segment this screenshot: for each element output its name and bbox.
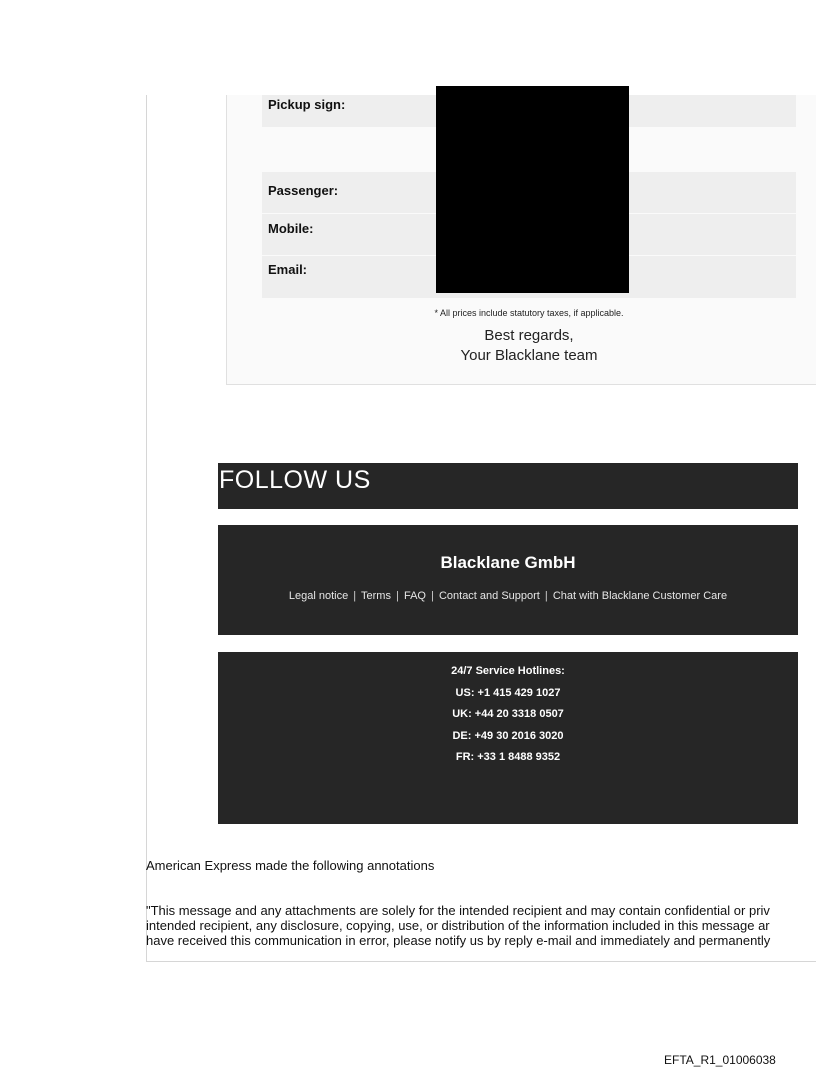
link-separator: | — [353, 590, 357, 602]
hotline-fr: FR: +33 1 8488 9352 — [455, 751, 561, 763]
company-name: Blacklane GmbH — [440, 553, 576, 572]
company-info-box — [218, 525, 798, 635]
mobile-label: Mobile: — [268, 221, 314, 236]
pickup-sign-label: Pickup sign: — [268, 97, 346, 112]
hotline-list — [218, 661, 798, 769]
footer-links — [218, 590, 798, 602]
hotline-us: US: +1 415 429 1027 — [455, 686, 561, 699]
service-hotlines-box — [218, 652, 798, 824]
chat-customer-care-link[interactable]: Chat with Blacklane Customer Care — [552, 590, 728, 602]
link-separator: | — [396, 590, 399, 602]
faq-link[interactable]: FAQ — [403, 590, 426, 602]
follow-us-title: FOLLOW US — [219, 466, 371, 494]
hotline-de: DE: +49 30 2016 3020 — [452, 729, 564, 742]
legal-notice-link[interactable]: Legal notice — [288, 590, 349, 602]
follow-us-bar — [218, 463, 798, 509]
disclaimer-line: have received this communication in error, please notify us by reply e-mail and immediately and permanently — [146, 933, 771, 948]
team-line: Your Blacklane team — [460, 347, 598, 364]
amex-annotation-note: American Express made the following annotations — [146, 858, 435, 873]
disclaimer-line: "This message and any attachments are solely for the intended recipient and may contain confidential or priv — [146, 903, 770, 918]
signoff — [262, 326, 796, 366]
document-id: EFTA_R1_01006038 — [664, 1053, 776, 1067]
contact-support-link[interactable]: Contact and Support — [438, 590, 540, 602]
link-separator: | — [431, 590, 434, 602]
hotline-uk: UK: +44 20 3318 0507 — [452, 708, 564, 720]
regards-line: Best regards, — [484, 327, 574, 344]
email-label: Email: — [268, 262, 308, 277]
passenger-label: Passenger: — [268, 183, 339, 198]
hotlines-heading: 24/7 Service Hotlines: — [451, 665, 565, 677]
tax-note: * All prices include statutory taxes, if applicable. — [434, 308, 624, 318]
redaction-block — [436, 86, 629, 293]
disclaimer-line: intended recipient, any disclosure, copying, use, or distribution of the information included in this message ar — [146, 918, 770, 933]
link-separator: | — [544, 590, 548, 602]
confidentiality-disclaimer — [146, 903, 816, 948]
terms-link[interactable]: Terms — [361, 590, 391, 602]
